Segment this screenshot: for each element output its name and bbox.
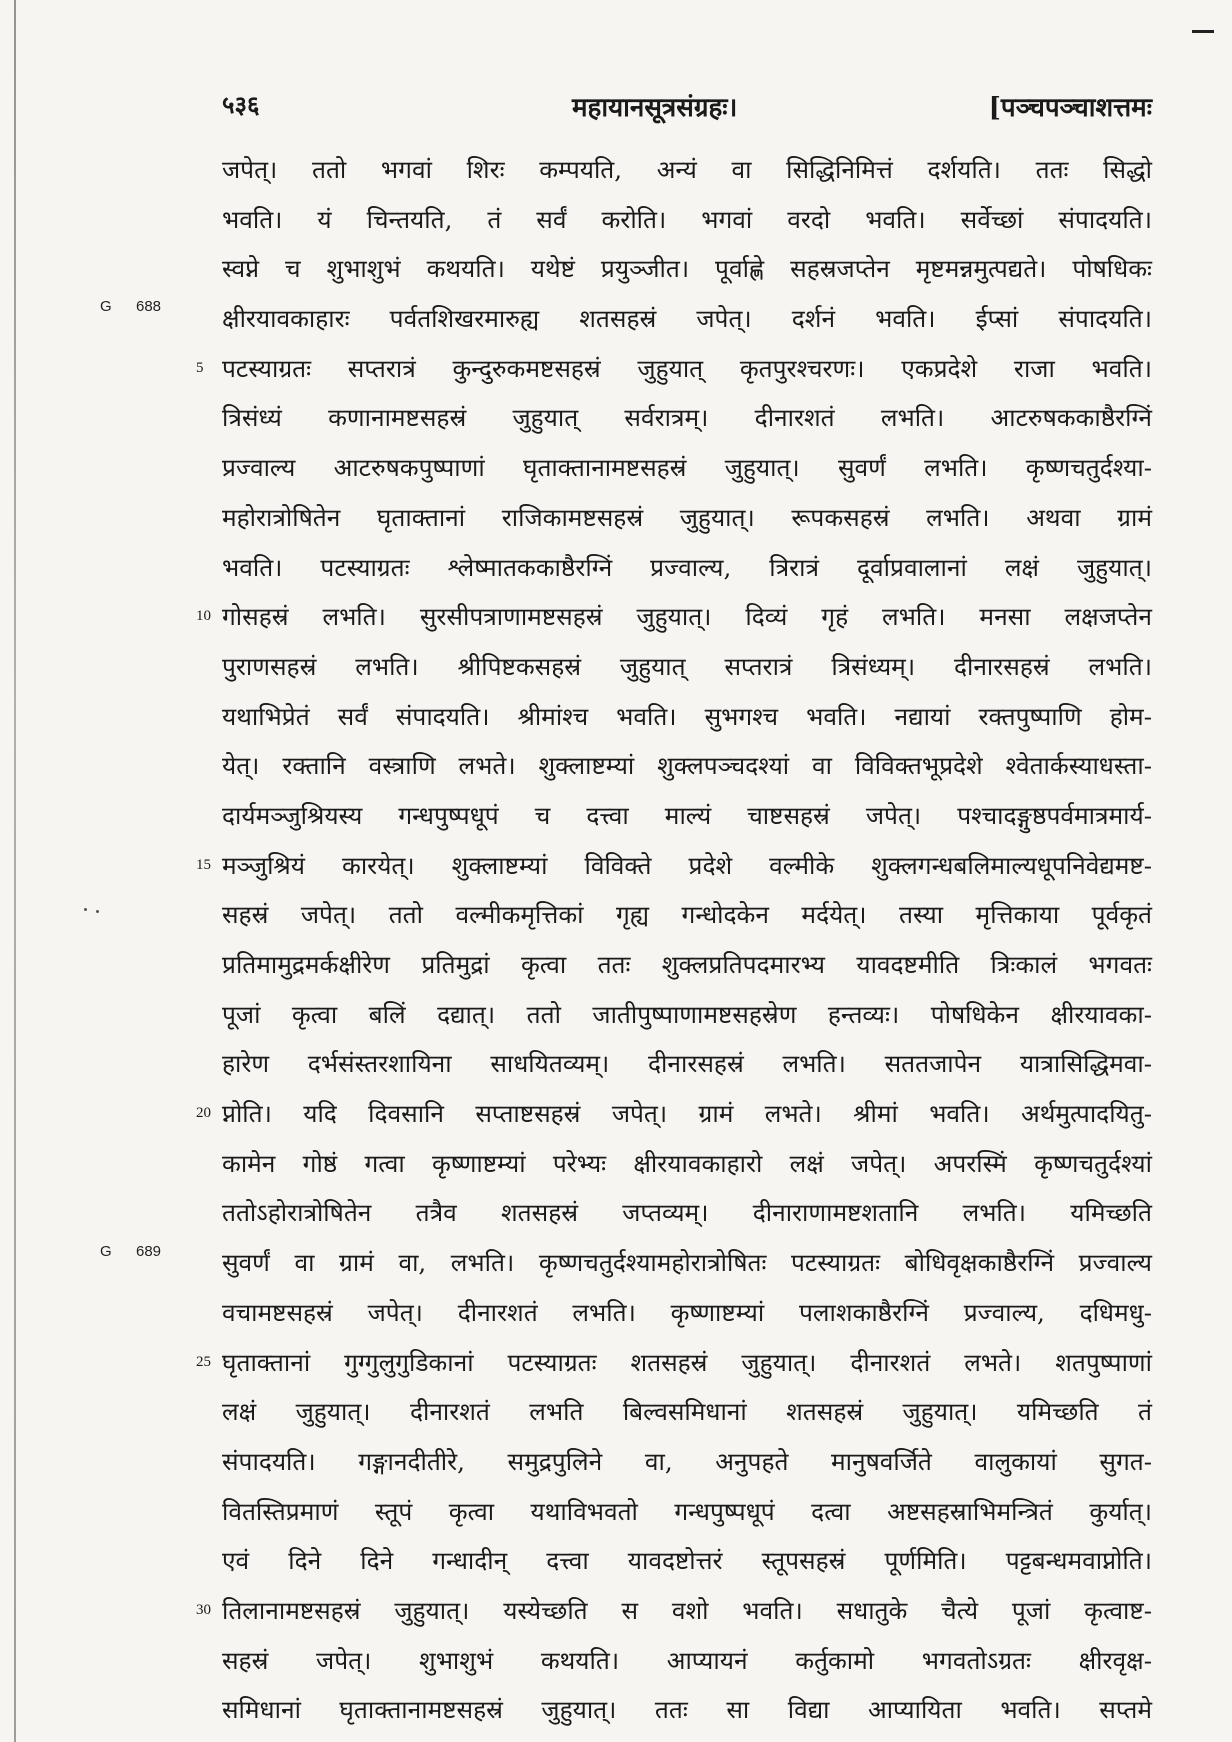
text-line [222,1387,1152,1437]
line-text: गोसहस्रं लभति। सुरसीपत्राणामष्टसहस्रं जुहुयात्। दिव्यं गृहं लभति। मनसा लक्षजप्तेन [222,602,1152,632]
line-number: 30 [196,1601,211,1618]
line-text: भवति। पटस्याग्रतः श्लेष्मातककाष्ठैरग्निं प्रज्वाल्य, त्रिरात्रं दूर्वाप्रवालानां लक्षं जुहुयात्। [222,552,1152,582]
scan-speck [96,910,99,913]
line-number: 10 [196,608,211,625]
text-line [222,990,1152,1040]
text-line [222,294,1152,344]
line-number: 20 [196,1105,211,1122]
text-line [222,1487,1152,1537]
line-text: कामेन गोष्ठं गत्वा कृष्णाष्टम्यां परेभ्यः क्षीरयावकाहारो लक्षं जपेत्। अपरस्मिं कृष्णचतुर्दश्यां [222,1148,1152,1178]
text-line [222,493,1152,543]
line-text: सहस्रं जपेत्। ततो वल्मीकमृत्तिकां गृह्य गन्धोदकेन मर्दयेत्। तस्या मृत्तिकाया पूर्वकृतं [222,900,1152,930]
line-text: ततोऽहोरात्रोषितेन तत्रैव शतसहस्रं जप्तव्यम्। दीनाराणामष्टशतानि लभति। यमिच्छति [222,1198,1152,1228]
page-number: ५३६ [222,90,260,119]
line-text: पटस्याग्रतः सप्तरात्रं कुन्दुरुकमष्टसहस्रं जुहुयात् कृतपुरश्चरणः। एकप्रदेशे राजा भवति। [222,353,1152,383]
text-line [196,592,1152,642]
text-line [222,1536,1152,1586]
running-title: महायानसूत्रसंग्रहः। [572,93,738,123]
text-line [222,1636,1152,1686]
text-line [222,1288,1152,1338]
text-line [222,940,1152,990]
scan-speck [84,908,87,911]
line-text: प्नोति। यदि दिवसानि सप्ताष्टसहस्रं जपेत्। ग्रामं लभते। श्रीमां भवति। अर्थमुत्पादयितु- [222,1099,1152,1129]
marginal-ref-689 [100,1243,161,1260]
text-line [222,692,1152,742]
line-text: क्षीरयावकाहारः पर्वतशिखरमारुह्य शतसहस्रं जपेत्। दर्शनं भवति। ईप्सां संपादयति। [222,304,1152,334]
text-line [222,1238,1152,1288]
line-text: सुवर्णं वा ग्रामं वा, लभति। कृष्णचतुर्दश्यामहोरात्रोषितः पटस्याग्रतः बोधिवृक्षकाष्ठैरग्निं प्रज्वाल्य [222,1248,1152,1278]
line-text: एवं दिने दिने गन्धादीन् दत्त्वा यावदष्टोत्तरं स्तूपसहस्रं पूर्णमिति। पट्टबन्धमवाप्नोति। [222,1546,1152,1576]
text-line [222,543,1152,593]
corner-mark [1192,30,1214,33]
marginal-ref-page: 689 [136,1243,162,1260]
text-line [222,1437,1152,1487]
line-text: वचामष्टसहस्रं जपेत्। दीनारशतं लभति। कृष्णाष्टम्यां पलाशकाष्ठैरग्निं प्रज्वाल्य, दधिमधु- [222,1297,1152,1327]
page-header [222,88,1152,128]
line-text: संपादयति। गङ्गानदीतीरे, समुद्रपुलिने वा, अनुपहते मानुषवर्जिते वालुकायां सुगत- [222,1446,1152,1476]
binding-edge [14,0,16,1742]
text-line [222,443,1152,493]
line-text: समिधानां घृताक्तानामष्टसहस्रं जुहुयात्। ततः सा विद्या आप्यायिता भवति। सप्तमे [222,1695,1152,1725]
line-text: जपेत्। ततो भगवां शिरः कम्पयति, अन्यं वा सिद्धिनिमित्तं दर्शयति। ततः सिद्धो [222,155,1152,184]
text-line [196,344,1152,394]
line-number: 5 [196,359,204,376]
line-text: पुराणसहस्रं लभति। श्रीपिष्टकसहस्रं जुहुयात् सप्तरात्रं त्रिसंध्यम्। दीनारसहस्रं लभति। [222,651,1152,681]
line-text: यथाभिप्रेतं सर्वं संपादयति। श्रीमांश्च भवति। सुभगश्च भवति। नद्यायां रक्तपुष्पाणि होम- [222,701,1152,731]
text-line [222,791,1152,841]
line-number: 15 [196,856,211,873]
text-line [196,1586,1152,1636]
line-text: त्रिसंध्यं कणानामष्टसहस्रं जुहुयात् सर्वरात्रम्। दीनारशतं लभति। आटरुषककाष्ठैरग्निं [222,403,1152,433]
line-text: स्वप्ने च शुभाशुभं कथयति। यथेष्टं प्रयुञ्जीत। पूर्वाह्णे सहस्रजप्तेन मृष्टमन्नमुत्पद्यते। पोषधिकः [222,254,1152,284]
text-line [222,741,1152,791]
text-line [222,1039,1152,1089]
line-text: पूजां कृत्वा बलिं दद्यात्। ततो जातीपुष्पाणामष्टसहस्रेण हन्तव्यः। पोषधिकेन क्षीरयावका- [222,999,1152,1029]
line-text: प्रतिमामुद्रमर्कक्षीरेण प्रतिमुद्रां कृत्वा ततः शुक्लप्रतिपदमारभ्य यावदष्टमीति त्रिःकालं भगवतः [222,950,1152,979]
text-line [196,1338,1152,1388]
line-number: 25 [196,1353,211,1370]
line-text: घृताक्तानां गुग्गुलुगुडिकानां पटस्याग्रतः शतसहस्रं जुहुयात्। दीनारशतं लभते। शतपुष्पाणां [222,1347,1152,1377]
text-line [222,244,1152,294]
marginal-ref-label: G [100,1243,112,1260]
text-line [222,1188,1152,1238]
text-line [222,1139,1152,1189]
line-text: भवति। यं चिन्तयति, तं सर्वं करोति। भगवां वरदो भवति। सर्वेच्छां संपादयति। [222,204,1152,234]
text-line [222,890,1152,940]
line-text: प्रज्वाल्य आटरुषकपुष्पाणां घृताक्तानामष्टसहस्रं जुहुयात्। सुवर्णं लभति। कृष्णचतुर्दश्या- [222,453,1152,483]
marginal-ref-688 [100,298,161,315]
section-title: [पञ्चपञ्चाशत्तमः [988,93,1152,123]
line-text: वितस्तिप्रमाणं स्तूपं कृत्वा यथाविभवतो गन्धपुष्पधूपं दत्वा अष्टसहस्राभिमन्त्रितं कुर्यात्। [222,1496,1152,1526]
text-line [222,393,1152,443]
text-line [222,145,1152,195]
text-line [222,195,1152,245]
line-text: तिलानामष्टसहस्रं जुहुयात्। यस्येच्छति स वशो भवति। सधातुके चैत्ये पूजां कृत्वाष्ट- [222,1595,1152,1625]
line-text: दार्यमञ्जुश्रियस्य गन्धपुष्पधूपं च दत्त्वा माल्यं चाष्टसहस्रं जपेत्। पश्चादङ्गुष्ठपर्वमात्रमार्य- [222,800,1152,830]
line-text: मञ्जुश्रियं कारयेत्। शुक्लाष्टम्यां विविक्ते प्रदेशे वल्मीके शुक्लगन्धबलिमाल्यधूपनिवेद्यमष्ट- [222,850,1152,880]
line-text: हारेण दर्भसंस्तरशायिना साधयितव्यम्। दीनारसहस्रं लभति। सततजापेन यात्रासिद्धिमवा- [222,1049,1152,1079]
text-line [196,841,1152,891]
line-text: लक्षं जुहुयात्। दीनारशतं लभति बिल्वसमिधानां शतसहस्रं जुहुयात्। यमिच्छति तं [222,1397,1152,1427]
text-line [222,642,1152,692]
line-text: सहस्रं जपेत्। शुभाशुभं कथयति। आप्यायनं कर्तुकामो भगवतोऽग्रतः क्षीरवृक्ष- [222,1645,1152,1675]
marginal-ref-page: 688 [136,298,162,315]
body-text [196,145,1152,1735]
text-line [196,1089,1152,1139]
line-text: येत्। रक्तानि वस्त्राणि लभते। शुक्लाष्टम्यां शुक्लपञ्चदश्यां वा विविक्तभूप्रदेशे श्वेतार्कस्याधस्ता- [222,751,1152,781]
marginal-ref-label: G [100,298,112,315]
line-text: महोरात्रोषितेन घृताक्तानां राजिकामष्टसहस्रं जुहुयात्। रूपकसहस्रं लभति। अथवा ग्रामं [222,502,1152,532]
text-line [222,1685,1152,1735]
